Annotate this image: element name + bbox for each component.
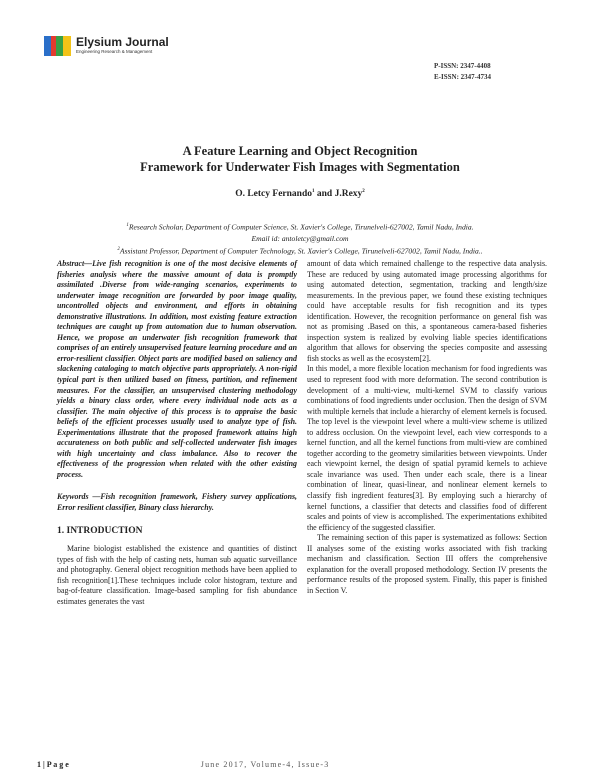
journal-name: Elysium Journal (76, 35, 169, 49)
e-issn: E-ISSN: 2347-4734 (434, 73, 491, 81)
title-line: A Feature Learning and Object Recognition (182, 144, 418, 158)
paragraph: amount of data which remained challenge to the respective data analysis. These are reduced by using automated image processing algorithms for using automated detection, segmentation, tracking and length/size measurements. In the previous paper, we found these existing techniques could have acceptable results for fish recognition and its types identification. However, the recognition performance on general fish was not as promising .Based on this, a spontaneous camera-based fisheries inspection system is realized by evolving liable species identifications algorithm that allows for observing the species composite and assessing fish stocks as well as the ecosystem[2]. (307, 259, 547, 363)
journal-subtitle: Engineering Research & Management (76, 49, 153, 54)
issn-block (434, 61, 491, 83)
p-issn: P-ISSN: 2347-4408 (434, 62, 491, 70)
affiliations: $^1$Research Scholar, Department of Computer Science, St. Xavier's College, Tirunelveli-627002, Tamil Nadu, India. Email id: antoletcy@gmail.com $^2$Assistant Professor, Department of Computer Technology, St. Xavier's College, Tirunelveli-627002, Tamil Nadu, India.. (0, 220, 600, 256)
keywords: Keywords —Fish recognition framework, Fishery survey applications, Error resilient classifier, Binary class hierarchy. (57, 492, 297, 513)
right-column (307, 259, 547, 597)
author-name: O. Letcy Fernando (235, 189, 312, 200)
left-column (57, 259, 297, 607)
title-line: Framework for Underwater Fish Images with Segmentation (140, 160, 460, 174)
author-email: Email id: antoletcy@gmail.com (251, 233, 349, 243)
section-heading: 1. INTRODUCTION (57, 525, 143, 536)
affiliation: Assistant Professor, Department of Computer Technology, St. Xavier's College, Tirunelveli-627002, Tamil Nadu, India.. (119, 246, 483, 256)
logo-mark-icon (44, 36, 72, 56)
intro-paragraph: Marine biologist established the existence and quantities of distinct types of fish with the help of casting nets, human sub aquatic surveillance and photography. General object recognition methods have been applied to fish recognition[1].These techniques include color histogram, texture and bag-of-feature classification. Image-based sampling for fish abundance estimates generates the vast (57, 544, 297, 606)
paper-title (0, 143, 600, 175)
affiliation: Research Scholar, Department of Computer Science, St. Xavier's College, Tirunelveli-627002, Tamil Nadu, India. (128, 222, 474, 232)
author-name: J.Rexy (334, 189, 363, 200)
abstract: Abstract—Live fish recognition is one of the most decisive elements of fisheries analysis where the massive amount of data is promptly assimilated .Diverse from wide-ranging scenarios, experiments to underwater image recognition are forwarded by poor image quality, uncontrolled objects and environment, and efforts in obtaining demonstrative illustrations. In addition, most existing feature extraction techniques are caught up from automation due to human observation. Hence, we propose an underwater fish recognition framework that comprises of an entirely unsupervised feature learning procedure and an error-resilient classifier. Object parts are modified based on saliency and slackening cataloging to match objective parts appropriately. A non-rigid typical part is then utilized based on fitness, partition, and refinement measures. For the classifier, an unsupervised clustering methodology yields a binary class order, where every individual node acts as a classifier. The main objective of this process is to appraise the basic beliefs of the efficient processes usually used to analyze type of fish. Experimentations illustrate that the proposed framework attains high accurateness on both public and self-collected underwater fish images with high uncertainty and class imbalance. Also to recover the effectiveness of the progression when related with the other existing process. (57, 259, 297, 479)
authors: O. Letcy Fernando$^1$ and J.Rexy$^2$ (235, 189, 365, 200)
issue-info: June 2017, Volume-4, Issue-3 (200, 760, 330, 769)
journal-logo (44, 36, 169, 56)
page-footer (37, 760, 567, 769)
page-number: 1 | P a g e (37, 760, 69, 769)
paragraph: The remaining section of this paper is systematized as follows: Section II analyses some of the existing works associated with fish tracking mechanism and classification. Section III offers the comprehensive explanation for the overall proposed methodology. Section IV presents the performance results of the proposed system. Finally, this paper is finished in Section V. (307, 533, 547, 595)
paragraph: In this model, a more flexible location mechanism for food ingredients was used to represent food with more deformation. The second contribution is development of a multi-view, multi-kernel SVM to classify various combinations of food ingredients under occlusion. Then the design of SVM with multiple kernels that include a hierarchy of element kernels is focused. The top level is the viewpoint level where a multi-view scheme is utilized to address occlusion. On the viewpoint level, each view corresponds to a kernel function, and all the kernel functions from multi-view are combined together according to the geometry similarities between viewpoints. Under each viewpoint kernel, the design of spatial pyramid kernels to achieve scale invariance was used. Then under each scale, there is a linear combination of linear, quasi-linear, and nonlinear element kernels to classify fish ingredient features[3]. By employing such a hierarchy of kernel functions, a classifier that detects and classifies food of different scales and points of view is accomplished. The experimentations exhibited the efficiency of the suggested classifier. (307, 364, 547, 532)
